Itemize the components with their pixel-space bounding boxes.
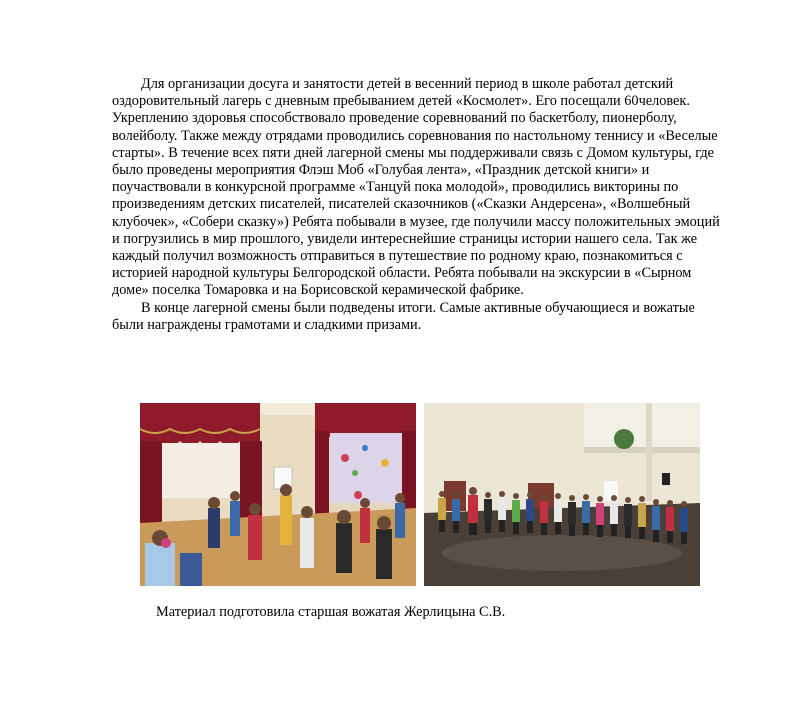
photo-left-image — [140, 403, 416, 586]
paragraph-results: В конце лагерной смены были подведены итоги. Самые активные обучающиеся и вожатые были награждены грамотами и сладкими призами. — [112, 299, 695, 333]
photo-caption: Материал подготовила старшая вожатая Жерлицына С.В. — [156, 604, 506, 620]
photo-children-dancing-stage — [140, 403, 416, 586]
photo-children-circle-hall — [424, 403, 700, 586]
paragraph-intro: Для организации досуга и занятости детей в весенний период в школе работал детский оздоровительный лагерь с дневным пребыванием детей «Космолет». Его посещали 60человек. — [112, 76, 690, 110]
body-text — [112, 76, 722, 334]
paragraph-activities: Укреплению здоровья способствовало проведение соревнований по баскетболу, пионерболу, волейболу. Также между отрядами проводились соревнования по настольному теннису и «Веселые старты». В течение всех пяти дней лагерной смены мы поддерживали связь с Домом культуры, где было проведены мероприятия Флэш Моб «Голубая лента», «Праздник детской книги» и поучаствовали в конкурсной программе «Танцуй пока молодой», проводились викторины по произведениям детских писателей, писателей сказочников («Сказки Андерсена», «Волшебный клубочек», «Собери сказку») Ребята побывали в музее, где получили массу положительных эмоций и погрузились в мир прошлого, увидели интереснейшие страницы истории нашего села. Так же каждый получил возможность отправиться в путешествие по родному краю, познакомиться с историей народной культуры Белгородской области. Ребята побывали на экскурсии в «Сырном доме» поселка Томаровка и на Борисовской керамической фабрике. — [112, 110, 720, 299]
photo-right-image — [424, 403, 700, 586]
